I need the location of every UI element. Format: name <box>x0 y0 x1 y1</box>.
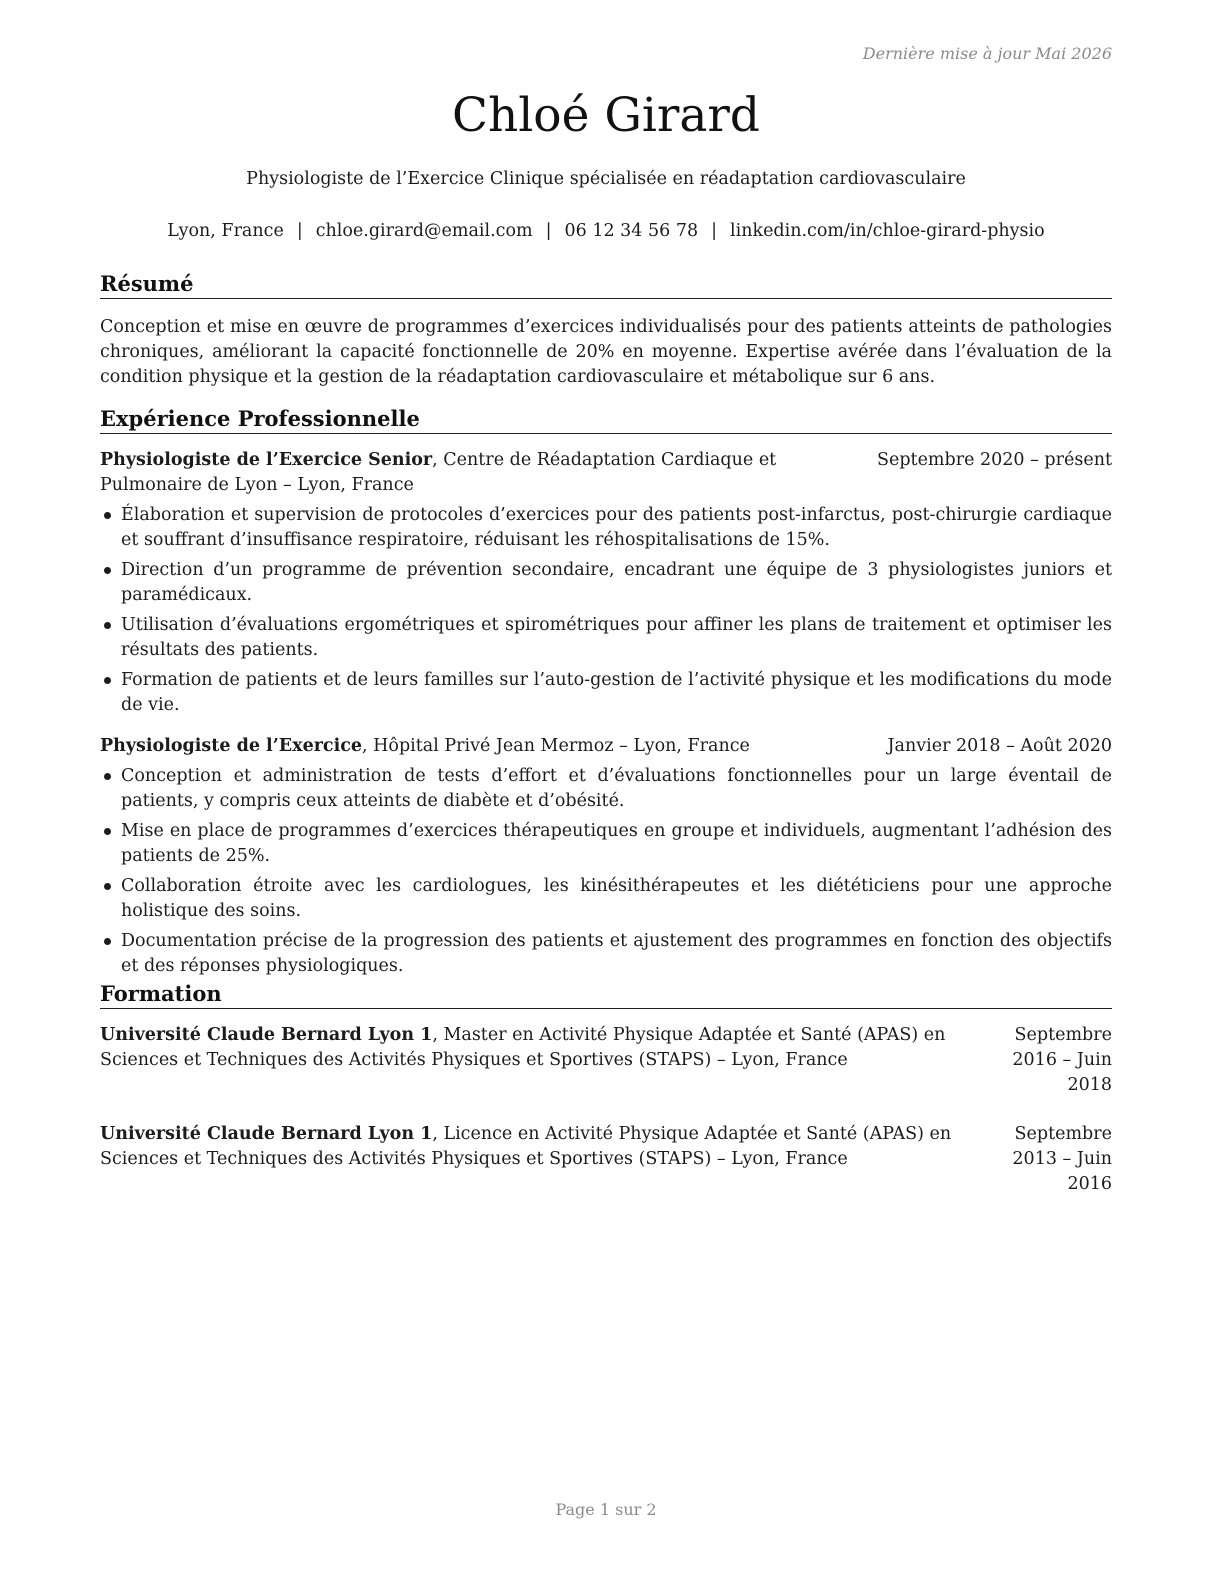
education-section <box>100 980 1112 1197</box>
contact-separator: | <box>296 221 303 241</box>
headline: Physiologiste de l’Exercice Clinique spécialisée en réadaptation cardiovasculaire <box>246 169 966 189</box>
job-title: Physiologiste de l’Exercice <box>100 736 363 756</box>
job-dates: Septembre 2020 – présent <box>877 450 1112 470</box>
person-name: Chloé Girard <box>452 88 760 143</box>
job-role <box>100 448 867 498</box>
experience-heading: Expérience Professionnelle <box>100 405 1112 434</box>
job-header <box>100 448 1112 498</box>
job-employer: , Centre de Réadaptation Cardiaque et Pulmonaire de Lyon – Lyon, France <box>100 450 777 495</box>
contact-phone: 06 12 34 56 78 <box>564 221 699 241</box>
education-dates: Septembre 2013 – Juin 2016 <box>1012 1124 1112 1194</box>
education-heading: Formation <box>100 980 1112 1009</box>
contact-separator: | <box>711 221 717 241</box>
job-entry <box>100 734 1112 979</box>
education-details <box>100 1122 972 1197</box>
education-dates: Septembre 2016 – Juin 2018 <box>1012 1025 1112 1095</box>
experience-section <box>100 405 1112 984</box>
job-dates: Janvier 2018 – Août 2020 <box>887 736 1112 756</box>
list-item: Utilisation d’évaluations ergométriques et spirométriques pour affiner les plans de traitement et optimiser les résultats des patients. <box>100 613 1112 663</box>
list-item: Élaboration et supervision de protocoles d’exercices pour des patients post-infarctus, post-chirurgie cardiaque et souffrant d’insuffisance respiratoire, réduisant les réhospitalisations de 15%. <box>100 503 1112 553</box>
summary-section <box>100 270 1112 390</box>
job-entry <box>100 448 1112 718</box>
summary-text: Conception et mise en œuvre de programmes d’exercices individualisés pour des patients atteints de pathologies chroniques, améliorant la capacité fonctionnelle de 20% en moyenne. Expertise avérée dans l’évaluation de la condition physique et la gestion de la réadaptation cardiovasculaire et métabolique sur 6 ans. <box>100 317 1112 387</box>
list-item: Direction d’un programme de prévention secondaire, encadrant une équipe de 3 physiologistes juniors et paramédicaux. <box>100 558 1112 608</box>
job-bullets <box>100 503 1112 718</box>
job-bullets <box>100 764 1112 979</box>
education-school: Université Claude Bernard Lyon 1 <box>100 1124 433 1144</box>
job-header <box>100 734 1112 759</box>
education-degree: , Licence en Activité Physique Adaptée et Santé (APAS) en Sciences et Techniques des Activités Physiques et Sportives (STAPS) – Lyon, France <box>100 1124 952 1169</box>
education-entry <box>100 1122 1112 1197</box>
contact-email[interactable]: chloe.girard@email.com <box>315 221 533 241</box>
last-updated: Dernière mise à jour Mai 2026 <box>862 44 1112 63</box>
education-details <box>100 1023 972 1098</box>
resume-page <box>100 0 1112 1584</box>
job-title: Physiologiste de l’Exercice Senior <box>100 450 433 470</box>
contact-separator: | <box>545 221 552 241</box>
list-item: Conception et administration de tests d’effort et d’évaluations fonctionnelles pour un large éventail de patients, y compris ceux atteints de diabète et d’obésité. <box>100 764 1112 814</box>
contact-location: Lyon, France <box>167 221 284 241</box>
job-role <box>100 734 878 759</box>
page-number: Page 1 sur 2 <box>555 1500 657 1519</box>
contact-line <box>100 218 1112 244</box>
summary-heading: Résumé <box>100 270 1112 299</box>
list-item: Collaboration étroite avec les cardiologues, les kinésithérapeutes et les diététiciens pour une approche holistique des soins. <box>100 874 1112 924</box>
contact-linkedin[interactable]: linkedin.com/in/chloe-girard-physio <box>730 221 1045 241</box>
list-item: Documentation précise de la progression des patients et ajustement des programmes en fonction des objectifs et des réponses physiologiques. <box>100 929 1112 979</box>
education-degree: , Master en Activité Physique Adaptée et Santé (APAS) en Sciences et Techniques des Activités Physiques et Sportives (STAPS) – Lyon, France <box>100 1025 946 1070</box>
job-employer: , Hôpital Privé Jean Mermoz – Lyon, France <box>362 736 750 756</box>
list-item: Mise en place de programmes d’exercices thérapeutiques en groupe et individuels, augmentant l’adhésion des patients de 25%. <box>100 819 1112 869</box>
education-entry <box>100 1023 1112 1098</box>
list-item: Formation de patients et de leurs familles sur l’auto-gestion de l’activité physique et les modifications du mode de vie. <box>100 668 1112 718</box>
education-school: Université Claude Bernard Lyon 1 <box>100 1025 433 1045</box>
